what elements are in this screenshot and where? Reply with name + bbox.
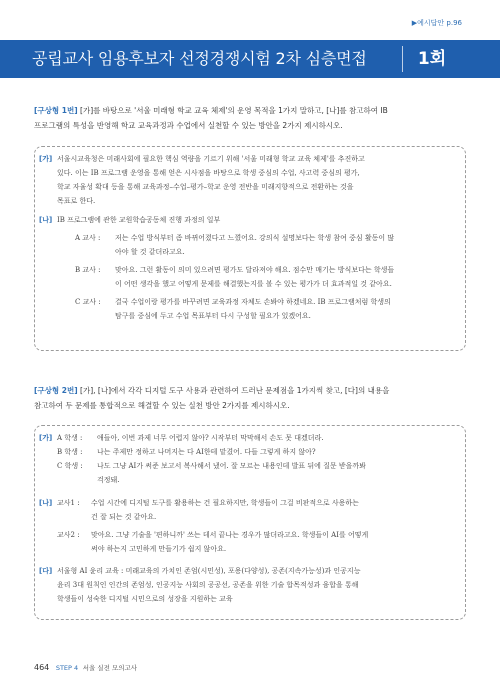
dialogue-line: 써야 하는지 고민하게 만들기가 쉽지 않아요. <box>91 545 227 553</box>
source-na-marker: [나] <box>39 499 53 507</box>
dialogue-line: 맞아요. 그런 활동이 의미 있으려면 평가도 달라져야 해요. 점수만 매기는 방식보다는 학생들 <box>115 266 395 274</box>
dialogue-line: 결국 수업이랑 평가를 바꾸려면 교육과정 자체도 손봐야 하겠네요. IB 프로그램처럼 학생의 <box>115 298 391 306</box>
question-2-tag: [구상형 2번] <box>34 386 78 395</box>
question-1-line2: 프로그램의 특성을 반영해 학교 교육과정과 수업에서 실천할 수 있는 방안을 2가지 제시하시오. <box>34 121 343 130</box>
dialogue-speaker: A 교사 : <box>75 234 101 242</box>
answer-page-reference: ▶예시답안 p.96 <box>411 19 462 27</box>
dialogue-line: 나는 주제만 정하고 나머지는 다 AI한테 맡겼어. 다들 그렇게 하지 않아? <box>97 448 316 456</box>
source-da-line: 학생들이 성숙한 디지털 시민으로의 성장을 지원하는 교육 <box>57 595 233 603</box>
footer-title: 서울 실전 모의고사 <box>82 664 138 672</box>
dialogue-speaker: 교사2 : <box>57 531 80 539</box>
dialogue-line: 탐구를 중심에 두고 수업 목표부터 다시 구성할 필요가 있겠어요. <box>115 312 311 320</box>
question-1-line1: [가]를 바탕으로 '서울 미래형 학교 교육 체제'의 운영 목적을 1가지 말하고, [나]를 참고하여 IB <box>77 106 388 115</box>
dialogue-speaker: B 교사 : <box>75 266 101 274</box>
source-ga-marker: [가] <box>39 434 53 442</box>
source-na-marker: [나] <box>39 216 53 224</box>
dialogue-speaker: 교사1 : <box>57 499 80 507</box>
dialogue-line: 나도 그냥 AI가 써준 보고서 복사해서 냈어. 잘 모르는 내용인데 발표 뒤에 질문 받을까봐 <box>97 462 366 470</box>
page-title: 공립교사 임용후보자 선정경쟁시험 2차 심층면접 <box>32 49 367 68</box>
source-da-line: 서울형 AI 윤리 교육 : 미래교육의 가치인 존엄(시민성), 포용(다양성), 공존(지속가능성)과 인공지능 <box>57 567 361 575</box>
question-1-text <box>34 103 466 133</box>
source-ga-line: 학교 자율성 확대 등을 통해 교육과정–수업–평가–학교 운영 전반을 미래지향적으로 전환하는 것을 <box>57 183 354 191</box>
source-ga-marker: [가] <box>39 155 53 163</box>
source-da-line: 윤리 3대 원칙인 인간의 존엄성, 인공지능 사회의 공공선, 공존을 위한 기술 합목적성과 융합을 통해 <box>57 581 359 589</box>
source-na-intro: IB 프로그램에 관한 교원학습공동체 진행 과정의 일부 <box>57 216 221 224</box>
dialogue-line: 이 어떤 생각을 했고 어떻게 문제를 해결했는지를 볼 수 있는 평가가 더 효과적일 것 같아요. <box>115 280 392 288</box>
dialogue-line: 걱정돼. <box>97 476 120 484</box>
question-2-source-box <box>34 425 466 620</box>
dialogue-line: 건 잘 되는 것 같아요. <box>91 513 157 521</box>
source-ga-line: 목표로 한다. <box>57 197 96 205</box>
dialogue-speaker: B 학생 : <box>57 448 83 456</box>
dialogue-line: 아야 할 것 같더라고요. <box>115 248 185 256</box>
question-2-line2: 참고하여 두 문제를 통합적으로 해결할 수 있는 실천 방안 2가지를 제시하시오. <box>34 401 290 410</box>
source-da-marker: [다] <box>39 567 53 575</box>
dialogue-speaker: C 교사 : <box>75 298 101 306</box>
source-ga-line: 서울시교육청은 미래사회에 필요한 핵심 역량을 기르기 위해 '서울 미래형 학교 교육 체제'를 추진하고 <box>57 155 365 163</box>
dialogue-speaker: C 학생 : <box>57 462 83 470</box>
page-footer <box>34 663 137 672</box>
footer-step: STEP 4 <box>55 664 79 672</box>
question-1-source-box <box>34 146 466 351</box>
dialogue-line: 저는 수업 방식부터 좀 바뀌어졌다고 느꼈어요. 강의식 설명보다는 학생 참여 중심 활동이 많 <box>115 234 395 242</box>
question-2-line1: [가], [나]에서 각각 디지털 도구 사용과 관련하여 드러난 문제점을 1가지씩 찾고, [다]의 내용을 <box>77 386 390 395</box>
source-ga-line: 있다. 이는 IB 프로그램 운영을 통해 얻은 시사점을 바탕으로 학생 중심의 수업, 사고력 중심의 평가, <box>57 169 360 177</box>
page-number: 464 <box>34 663 50 672</box>
question-1-tag: [구상형 1번] <box>34 106 78 115</box>
dialogue-speaker: A 학생 : <box>57 434 83 442</box>
dialogue-line: 맞아요. 그냥 기술을 '편하니까' 쓰는 데서 끝나는 경우가 많더라고요. 학생들이 AI를 어떻게 <box>91 531 369 539</box>
question-2-text <box>34 383 466 413</box>
round-label: 1회 <box>417 49 447 69</box>
dialogue-line: 애들아, 이번 과제 너무 어렵지 않아? 시작부터 막막해서 손도 못 대겠더라. <box>97 434 324 442</box>
dialogue-line: 수업 시간에 디지털 도구를 활용하는 건 필요하지만, 학생들이 그걸 비판적으로 사용하는 <box>91 499 359 507</box>
